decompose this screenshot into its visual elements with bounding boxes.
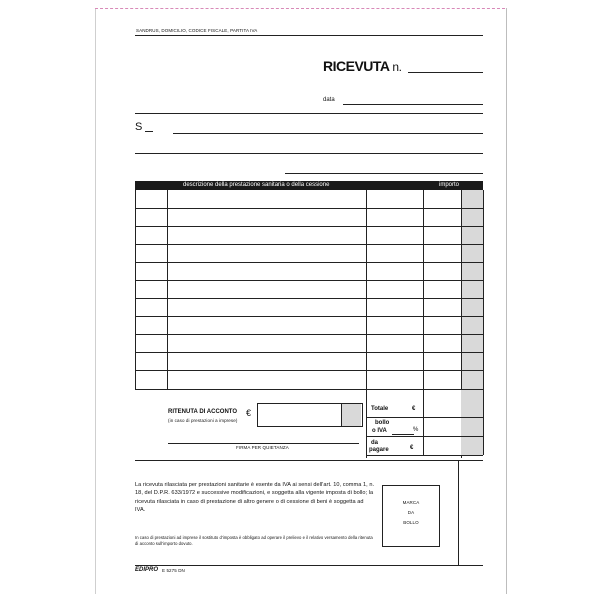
totals-divider-2 [423,390,424,455]
stamp-box-line-2: DA [407,510,415,515]
table-row-line [135,244,483,245]
table-row-line [135,298,483,299]
column-divider-4 [461,190,462,390]
brand-logo: EDIPRO [135,567,159,573]
separator-line [135,113,483,114]
totals-tail-left [366,455,367,458]
date-line[interactable] [343,104,483,105]
totals-tail-right [461,455,462,458]
receipt-number-label: n. [392,60,402,74]
vat-label: o IVA [372,428,387,434]
column-divider-3 [423,190,424,390]
table-row-line [135,226,483,227]
receipt-title [323,58,401,74]
withholding-currency: € [246,408,252,418]
tax-note-paragraph: La ricevuta rilasciata per prestazioni sanitarie è esente da IVA ai sensi dell'art. 10, comma 1, n. 18, del D.P.R. 633/1972 e successive modificazioni, e soggetta alla vigente imposta di bollo; la ricevuta rilasciata in caso di prestazione di altro genere o di cessione di beni è soggetta ad IVA. [135,482,375,513]
company-info-line [135,35,483,36]
signature-label: FIRMA PER QUIETANZA [236,445,289,450]
stamp-box-line-1: MARCA [402,500,420,505]
table-row-line [135,280,483,281]
table-row-line [135,334,483,335]
totals-bottom-line [366,455,483,456]
table-bottom-line [135,389,483,390]
table-row-line [135,352,483,353]
totals-divider-1 [366,390,367,455]
footer-divider [458,461,459,565]
recipient-label: S [135,121,143,133]
table-border-left [135,190,136,390]
recipient-dash [145,131,153,132]
description-header: descrizione della prestazione sanitaria o della cessione [183,182,330,188]
to-pay-label-1: da [371,440,379,446]
vat-rate-line[interactable] [392,434,414,435]
table-row-line [135,262,483,263]
percent-label: % [413,427,419,433]
table-row-line [135,208,483,209]
table-row-line [135,370,483,371]
stamp-box-line-3: BOLLO [403,520,419,525]
table-row-line [135,316,483,317]
column-divider-2 [366,190,367,390]
amount-cents-shade [461,190,483,390]
column-divider-1 [167,190,168,390]
withholding-note: (in caso di prestazioni a imprese) [168,418,238,423]
footer-bottom-line [135,565,483,566]
total-label: Totale [371,406,389,412]
totals-cents-shade [461,390,483,455]
perforation-line [95,8,505,9]
total-currency: € [412,406,416,412]
product-code: E 5275 DN [162,568,185,573]
withholding-label: RITENUTA DI ACCONTO [168,409,237,415]
totals-border-right [483,390,484,455]
withholding-note-paragraph: In caso di prestazioni ad imprese il sostituto d'imposta è obbligato ad operare il prelievo e il relativo versamento della ritenuta di acconto sull'importo dovuto. [135,535,373,546]
revenue-stamp-box [382,485,440,547]
company-info-label: SANDRUS, DOMICILIO, CODICE FISCALE, PARTITA IVA [136,28,258,33]
receipt-number-line[interactable] [408,72,483,73]
withholding-cents-divider [341,404,342,426]
to-pay-label-2: pagare [369,447,389,453]
recipient-line-1[interactable] [173,133,483,134]
withholding-cents-shade [341,404,361,426]
recipient-line-3[interactable] [285,173,483,174]
total-line [366,417,483,418]
to-pay-currency: € [410,445,414,451]
vat-line [366,436,483,437]
stamp-label: bollo [375,420,390,426]
table-border-right [483,190,484,390]
date-label: data [323,97,335,103]
receipt-title-text: RICEVUTA [323,58,389,74]
signature-line[interactable] [168,443,359,444]
recipient-line-2[interactable] [135,153,483,154]
table-header-bar [135,181,483,190]
amount-header: importo [439,182,460,188]
footer-separator [135,460,483,461]
